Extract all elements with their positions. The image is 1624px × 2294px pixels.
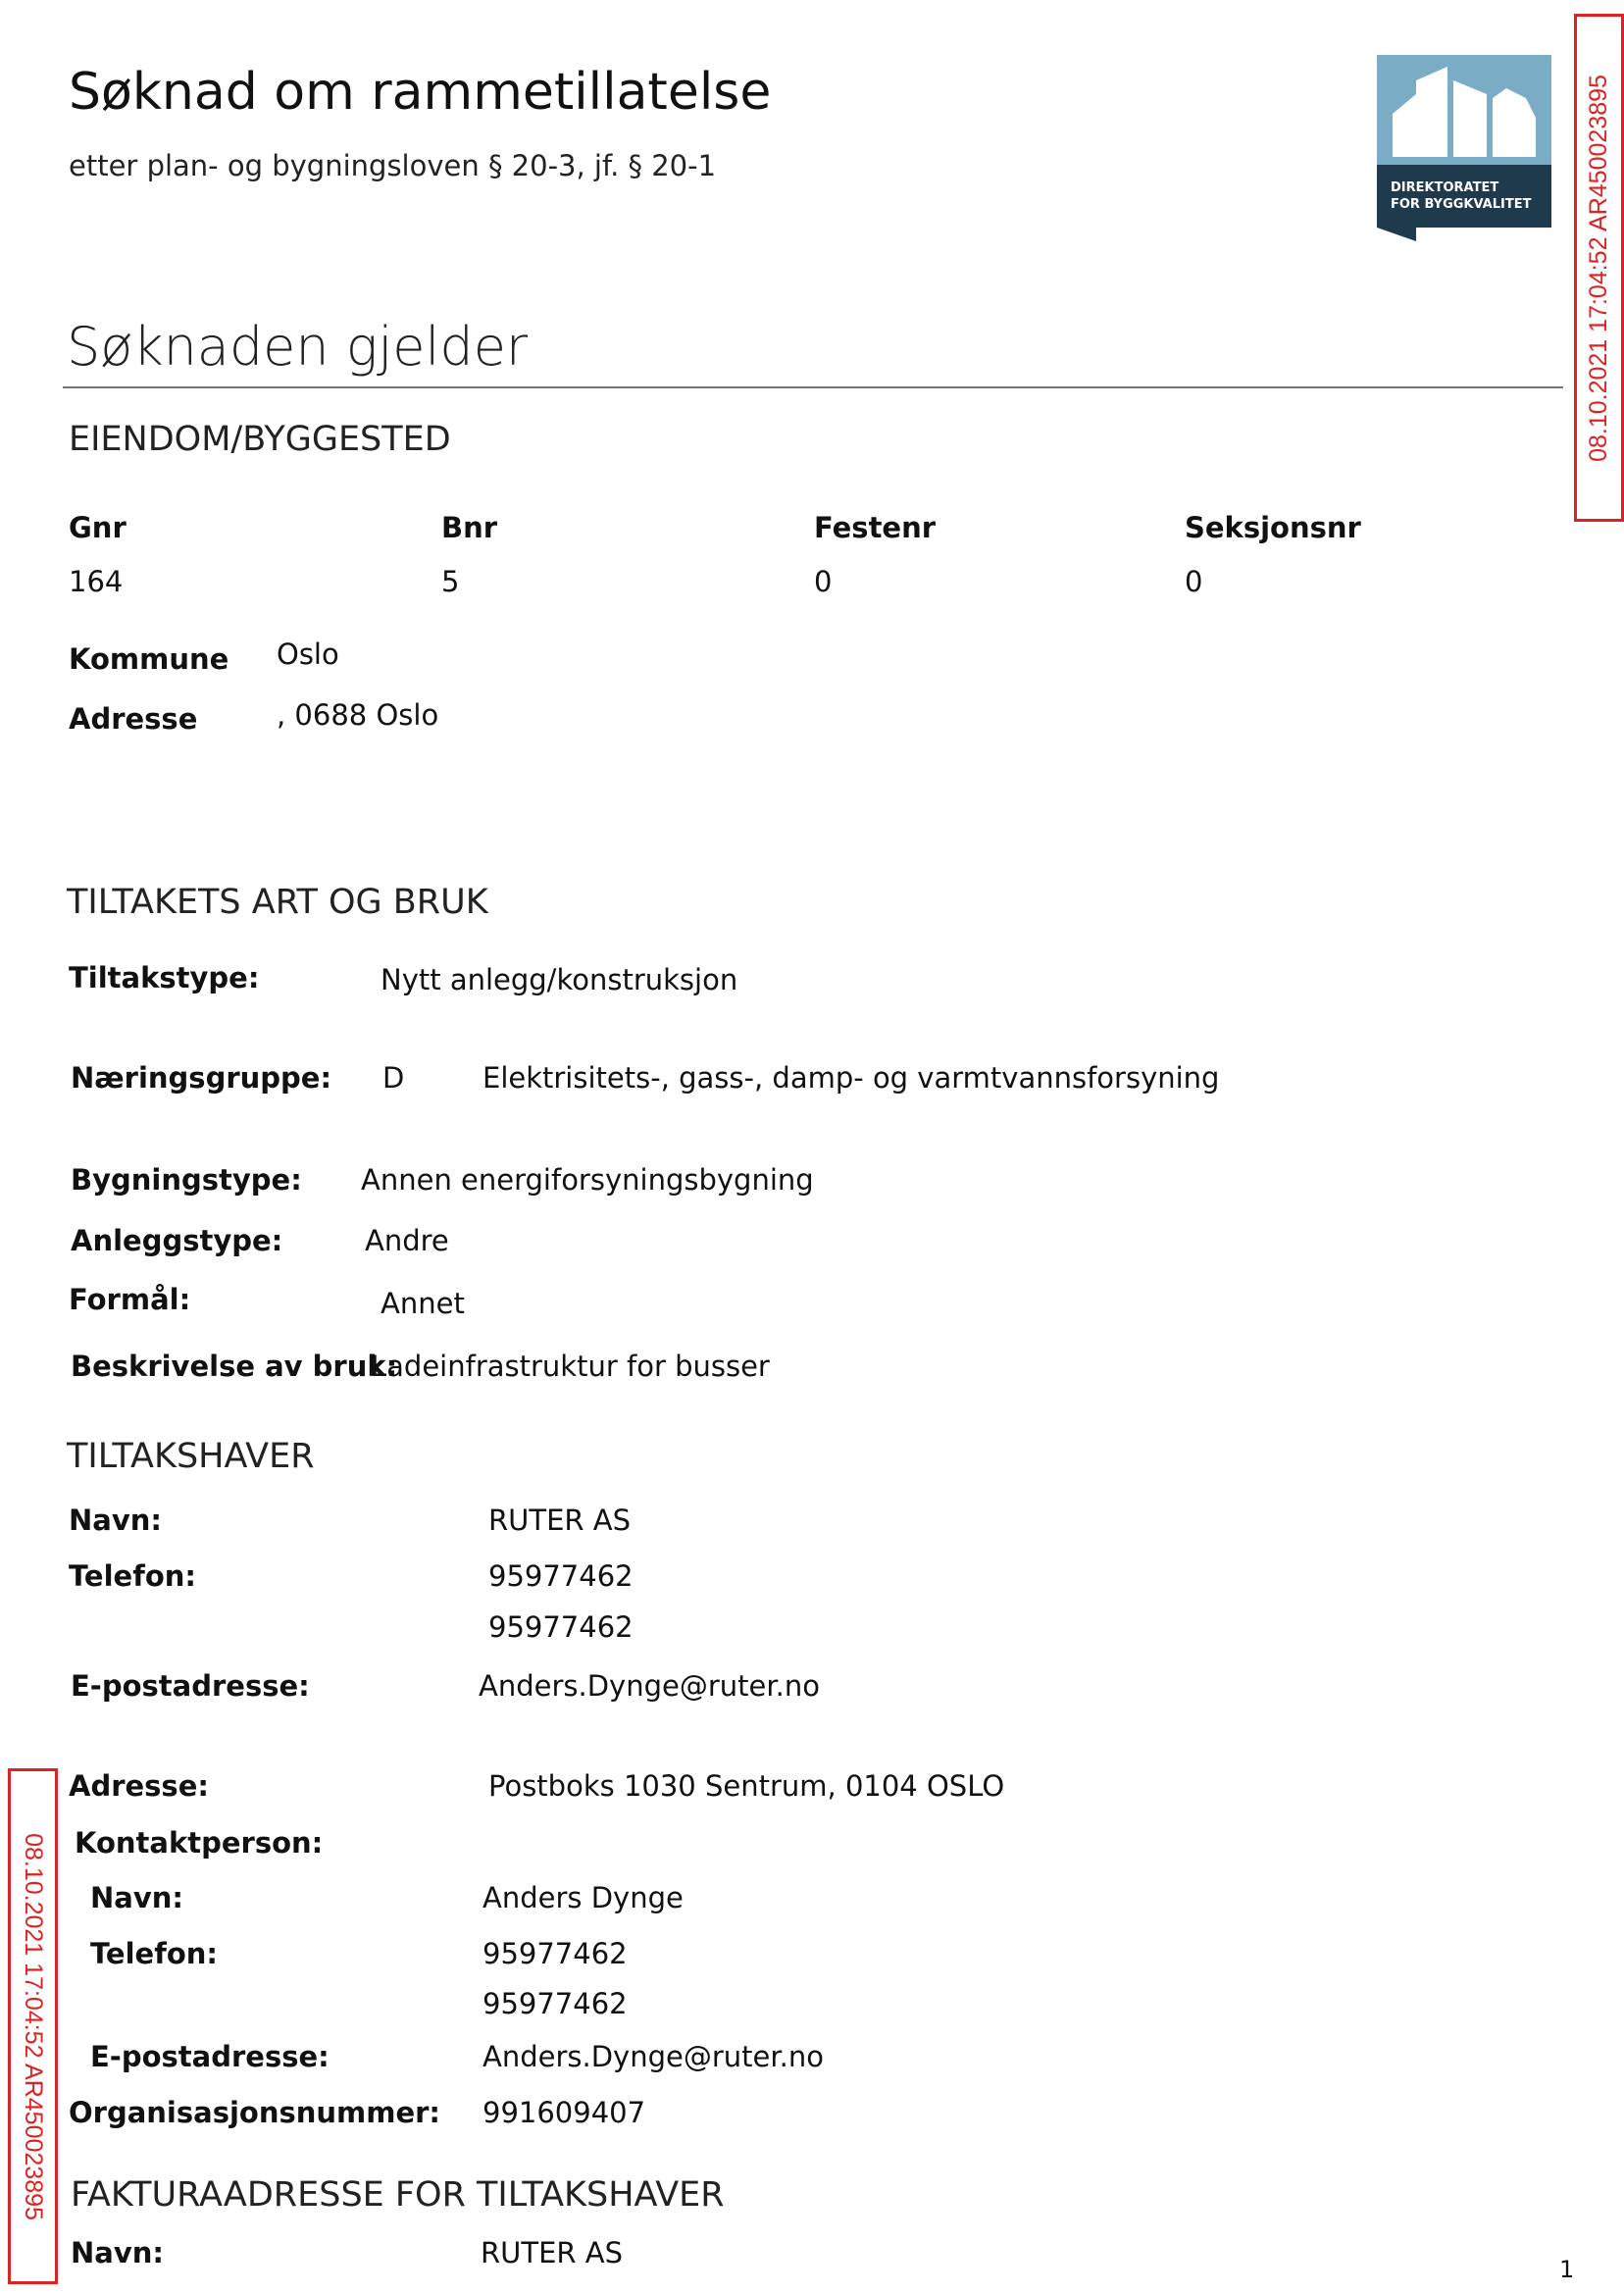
logo-text-line1: DIREKTORATET [1391,180,1499,195]
value-adresse: , 0688 Oslo [277,698,439,732]
label-gnr: Gnr [69,511,127,544]
stamp-text: 08.10.2021 17:04:52 AR450023895 [20,1832,47,2220]
heading-divider [63,386,1563,388]
value-naeringsgruppe-code: D [382,1061,405,1095]
dibk-logo [1377,55,1551,241]
value-bnr: 5 [441,565,460,598]
label-festenr: Festenr [814,511,937,544]
section-title-tiltakshaver: TILTAKSHAVER [67,1437,315,1476]
section-title-eiendom: EIENDOM/BYGGESTED [69,420,451,459]
value-faktura-navn: RUTER AS [481,2236,624,2269]
value-kontakt-telefon-1: 95977462 [482,1937,628,1970]
value-kommune: Oslo [277,637,339,671]
label-bnr: Bnr [441,511,498,544]
value-telefon-2: 95977462 [488,1610,634,1644]
label-faktura-navn: Navn: [71,2236,164,2269]
section-title-tiltak: TILTAKETS ART OG BRUK [67,883,488,922]
label-anleggstype: Anleggstype: [71,1224,283,1257]
value-formal: Annet [381,1287,465,1320]
label-kommune: Kommune [69,642,229,676]
timestamp-stamp-left [8,1768,58,2284]
label-kontaktperson: Kontaktperson: [75,1826,324,1860]
value-naeringsgruppe: Elektrisitets-, gass-, damp- og varmtvannsforsyning [482,1061,1220,1095]
main-heading: Søknaden gjelder [67,316,529,378]
document-subtitle: etter plan- og bygningsloven § 20-3, jf. § 20-1 [69,149,717,182]
timestamp-stamp-right [1574,14,1624,522]
document-title: Søknad om rammetillatelse [69,63,772,122]
value-bygningstype: Annen energiforsyningsbygning [361,1163,814,1197]
value-seksjonsnr: 0 [1185,565,1203,598]
value-navn: RUTER AS [488,1504,632,1537]
value-kontakt-epost: Anders.Dynge@ruter.no [482,2040,824,2073]
label-formal: Formål: [69,1283,191,1316]
value-orgnr: 991609407 [482,2096,646,2129]
value-festenr: 0 [814,565,833,598]
value-anleggstype: Andre [365,1224,449,1257]
logo-text-line2: FOR BYGGKVALITET [1391,197,1532,212]
label-orgnr: Organisasjonsnummer: [69,2096,441,2129]
value-telefon-1: 95977462 [488,1559,634,1593]
label-bygningstype: Bygningstype: [71,1163,302,1197]
label-kontakt-telefon: Telefon: [90,1937,218,1970]
value-adresse-tiltakshaver: Postboks 1030 Sentrum, 0104 OSLO [488,1769,1005,1803]
value-kontakt-telefon-2: 95977462 [482,1987,628,2020]
label-telefon: Telefon: [69,1559,196,1593]
label-kontakt-epost: E-postadresse: [90,2040,330,2073]
label-naeringsgruppe: Næringsgruppe: [71,1061,332,1095]
value-gnr: 164 [69,565,124,598]
label-beskrivelse: Beskrivelse av bruk: [71,1350,398,1383]
label-kontakt-navn: Navn: [90,1881,183,1914]
label-tiltakstype: Tiltakstype: [69,961,260,994]
section-title-faktura: FAKTURAADRESSE FOR TILTAKSHAVER [71,2175,725,2215]
label-adresse: Adresse [69,702,198,736]
dibk-logo-graphic [1377,55,1551,241]
value-kontakt-navn: Anders Dynge [482,1881,684,1914]
label-adresse-tiltakshaver: Adresse: [69,1769,209,1803]
stamp-text: 08.10.2021 17:04:52 AR450023895 [1585,74,1612,462]
label-navn: Navn: [69,1504,162,1537]
page-number: 1 [1559,2256,1575,2283]
label-epost: E-postadresse: [71,1669,310,1703]
value-tiltakstype: Nytt anlegg/konstruksjon [381,963,738,996]
value-epost: Anders.Dynge@ruter.no [479,1669,820,1703]
label-seksjonsnr: Seksjonsnr [1185,511,1361,544]
value-beskrivelse: Ladeinfrastruktur for busser [371,1350,770,1383]
